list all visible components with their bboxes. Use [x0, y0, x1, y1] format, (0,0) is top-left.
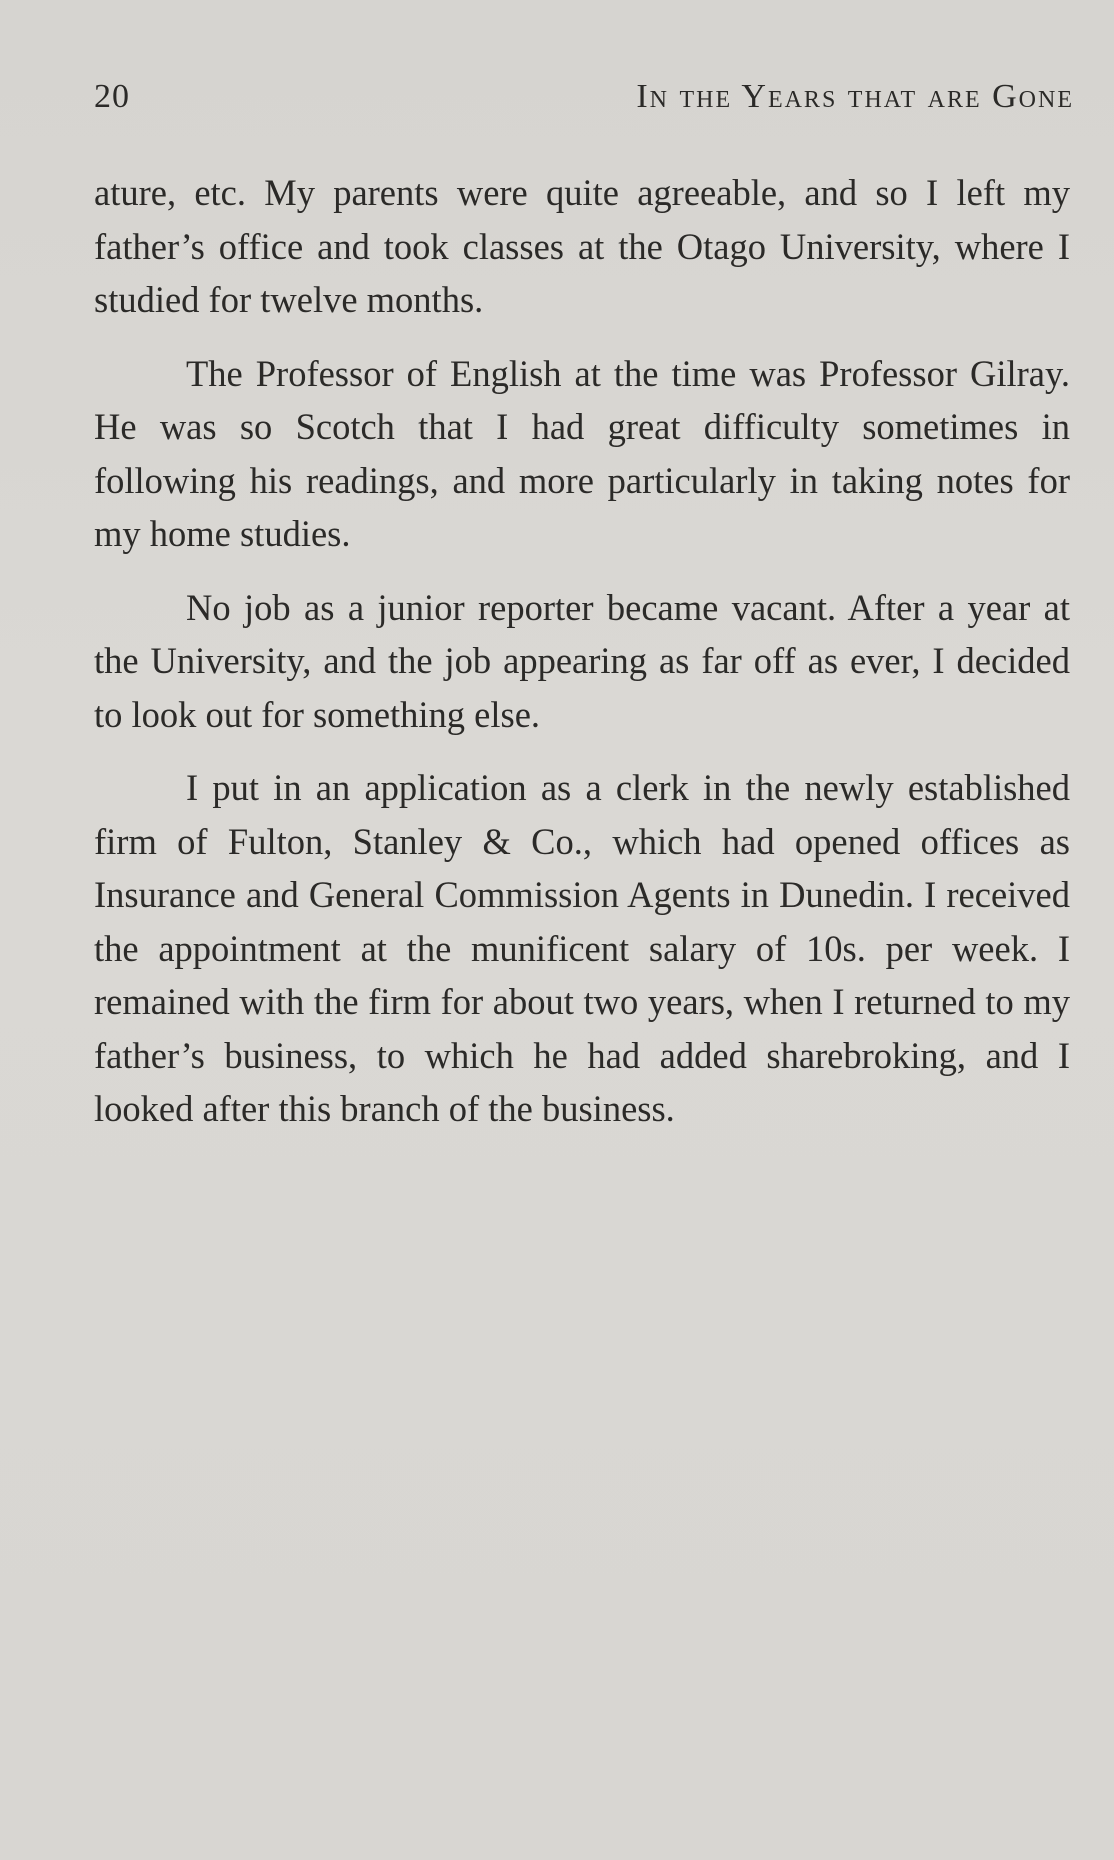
paragraph: The Professor of English at the time was Professor Gilray. He was so Scotch that I had great difficulty sometimes in following his readings, and more particularly in taking notes for my home studies.: [94, 352, 1070, 554]
page-number: 20: [94, 78, 130, 115]
body-text: [94, 166, 1070, 1156]
paragraph: I put in an application as a clerk in the newly established firm of Fulton, Stanley & Co., which had opened offices as Insurance and General Commission Agents in Dunedin. I received the appointment at the munificent salary of 10s. per week. I remained with the firm for about two years, when I returned to my father’s business, to which he had added sharebroking, and I looked after this branch of the business.: [94, 767, 1070, 1129]
paragraph-continued: ature, etc. My parents were quite agreeable, and so I left my father’s office and took classes at the Otago University, where I studied for twelve months.: [94, 172, 1070, 320]
running-head: [94, 78, 1074, 128]
paragraph: No job as a junior reporter became vacant. After a year at the University, and the job appearing as far off as ever, I decided to look out for something else.: [94, 586, 1070, 735]
running-title: In the Years that are Gone: [636, 78, 1074, 115]
